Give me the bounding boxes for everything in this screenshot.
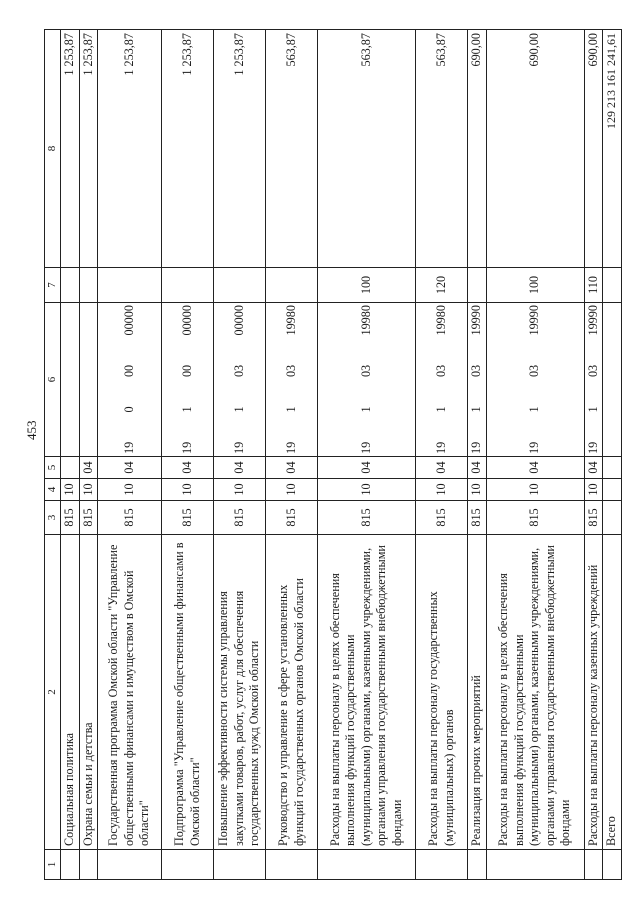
section-cell: 10 xyxy=(486,479,584,501)
table-row xyxy=(79,30,98,880)
description-cell: Расходы на выплаты персоналу в целях обеспечения выполнения функций государственными (муниципальными) органами, казенными учреждениями, органами управления государственными внебюджетными фондами xyxy=(318,535,416,850)
target-article-cell xyxy=(486,303,584,457)
target-article-code xyxy=(180,305,196,454)
expense-type-cell xyxy=(468,268,487,303)
ministry-code-cell: 815 xyxy=(79,501,98,535)
row-number-cell xyxy=(318,850,416,880)
ministry-code-cell: 815 xyxy=(162,501,214,535)
code-part: 03 xyxy=(469,364,483,378)
section-cell: 10 xyxy=(584,479,603,501)
section-cell: 10 xyxy=(98,479,162,501)
expense-type-cell: 100 xyxy=(486,268,584,303)
target-article-code xyxy=(434,305,450,454)
subsection-cell: 04 xyxy=(266,457,318,479)
amount-cell: 1 253,87 xyxy=(98,30,162,268)
code-part: 03 xyxy=(433,364,448,378)
empty-cell xyxy=(603,479,622,501)
subsection-cell: 04 xyxy=(468,457,487,479)
code-part: 1 xyxy=(433,406,448,413)
amount-cell: 690,00 xyxy=(584,30,603,268)
amount-cell: 1 253,87 xyxy=(79,30,98,268)
amount-cell: 563,87 xyxy=(318,30,416,268)
code-part: 1 xyxy=(358,406,373,413)
code-part: 19 xyxy=(231,441,246,454)
code-part: 19 xyxy=(179,441,194,454)
expense-type-cell xyxy=(98,268,162,303)
code-part: 19980 xyxy=(283,305,298,336)
subsection-cell: 04 xyxy=(486,457,584,479)
row-number-cell xyxy=(416,850,468,880)
description-cell: Расходы на выплаты персоналу государственных (муниципальных) органов xyxy=(416,535,468,850)
target-article-code xyxy=(284,305,300,454)
row-number-cell xyxy=(98,850,162,880)
ministry-code-cell: 815 xyxy=(98,501,162,535)
section-cell: 10 xyxy=(266,479,318,501)
target-article-code xyxy=(527,305,543,454)
description-cell: Расходы на выплаты персоналу казенных учреждений xyxy=(584,535,603,850)
target-article-cell xyxy=(266,303,318,457)
code-part: 00000 xyxy=(231,305,246,336)
ministry-code-cell: 815 xyxy=(318,501,416,535)
ministry-code-cell: 815 xyxy=(416,501,468,535)
row-number-cell xyxy=(61,850,80,880)
target-article-cell xyxy=(162,303,214,457)
section-cell: 10 xyxy=(61,479,80,501)
table-row xyxy=(318,30,416,880)
row-number-cell xyxy=(486,850,584,880)
code-part: 1 xyxy=(469,406,483,413)
row-number-cell xyxy=(468,850,487,880)
code-part: 19980 xyxy=(358,305,373,336)
code-part: 19 xyxy=(121,441,136,454)
empty-cell xyxy=(603,268,622,303)
code-part: 19980 xyxy=(433,305,448,336)
subsection-cell: 04 xyxy=(79,457,98,479)
column-number: 5 xyxy=(45,457,61,479)
code-part: 03 xyxy=(358,364,373,378)
ministry-code-cell: 815 xyxy=(61,501,80,535)
row-number-cell xyxy=(214,850,266,880)
row-number-cell xyxy=(79,850,98,880)
target-article-code xyxy=(586,305,602,454)
ministry-code-cell: 815 xyxy=(468,501,487,535)
target-article-code xyxy=(232,305,248,454)
section-cell: 10 xyxy=(416,479,468,501)
table-row xyxy=(584,30,603,880)
code-part: 03 xyxy=(585,364,600,378)
target-article-cell xyxy=(98,303,162,457)
table-row xyxy=(486,30,584,880)
amount-cell: 690,00 xyxy=(468,30,487,268)
amount-cell: 1 253,87 xyxy=(61,30,80,268)
expense-type-cell: 100 xyxy=(318,268,416,303)
expense-type-cell: 110 xyxy=(584,268,603,303)
empty-cell xyxy=(603,457,622,479)
column-number: 7 xyxy=(45,268,61,303)
expense-type-cell xyxy=(266,268,318,303)
code-part: 19990 xyxy=(527,305,542,336)
section-cell: 10 xyxy=(79,479,98,501)
row-number-cell xyxy=(162,850,214,880)
code-part: 19990 xyxy=(585,305,600,336)
description-cell: Расходы на выплаты персоналу в целях обеспечения выполнения функций государственными (муниципальными) органами, казенными учреждениями, органами управления государственными внебюджетными фондами xyxy=(486,535,584,850)
code-part: 00 xyxy=(179,364,194,378)
target-article-code xyxy=(469,305,485,454)
table-row xyxy=(416,30,468,880)
target-article-cell xyxy=(61,303,80,457)
description-cell: Социальная политика xyxy=(61,535,80,850)
code-part: 0 xyxy=(121,406,136,413)
table-row xyxy=(468,30,487,880)
description-cell: Повышение эффективности системы управления закупками товаров, работ, услуг для обеспечения государственных нужд Омской области xyxy=(214,535,266,850)
section-cell: 10 xyxy=(162,479,214,501)
table-row xyxy=(61,30,80,880)
target-article-cell xyxy=(416,303,468,457)
code-part: 1 xyxy=(231,406,246,413)
code-part: 00000 xyxy=(179,305,194,336)
subsection-cell: 04 xyxy=(584,457,603,479)
empty-cell xyxy=(603,303,622,457)
total-label: Всего xyxy=(603,535,622,850)
subsection-cell: 04 xyxy=(214,457,266,479)
empty-cell xyxy=(603,501,622,535)
table-row xyxy=(162,30,214,880)
column-number: 8 xyxy=(45,30,61,268)
column-number: 1 xyxy=(45,850,61,880)
table-row xyxy=(98,30,162,880)
row-number-cell xyxy=(584,850,603,880)
code-part: 1 xyxy=(179,406,194,413)
expense-type-cell xyxy=(214,268,266,303)
expense-type-cell: 120 xyxy=(416,268,468,303)
ministry-code-cell: 815 xyxy=(214,501,266,535)
expense-type-cell xyxy=(61,268,80,303)
code-part: 03 xyxy=(231,364,246,378)
target-article-cell xyxy=(79,303,98,457)
code-part: 1 xyxy=(283,406,298,413)
code-part: 19 xyxy=(527,441,542,454)
row-number-cell xyxy=(603,850,622,880)
code-part: 19990 xyxy=(469,305,483,336)
description-cell: Руководство и управление в сфере установленных функций государственных органов Омской области xyxy=(266,535,318,850)
table-row xyxy=(266,30,318,880)
subsection-cell: 04 xyxy=(416,457,468,479)
target-article-cell xyxy=(468,303,487,457)
code-part: 1 xyxy=(527,406,542,413)
column-number: 2 xyxy=(45,535,61,850)
description-cell: Подпрограмма "Управление общественными финансами в Омской области" xyxy=(162,535,214,850)
amount-cell: 690,00 xyxy=(486,30,584,268)
ministry-code-cell: 815 xyxy=(266,501,318,535)
description-cell: Реализация прочих мероприятий xyxy=(468,535,487,850)
ministry-code-cell: 815 xyxy=(486,501,584,535)
expense-type-cell xyxy=(162,268,214,303)
code-part: 00000 xyxy=(121,305,136,336)
code-part: 19 xyxy=(469,441,483,454)
budget-table xyxy=(44,29,622,880)
amount-cell: 563,87 xyxy=(266,30,318,268)
table-row xyxy=(214,30,266,880)
table-body xyxy=(45,30,622,880)
target-article-cell xyxy=(214,303,266,457)
column-number: 6 xyxy=(45,303,61,457)
code-part: 03 xyxy=(283,364,298,378)
target-article-code xyxy=(122,305,138,454)
amount-cell: 1 253,87 xyxy=(162,30,214,268)
target-article-cell xyxy=(584,303,603,457)
total-row xyxy=(603,30,622,880)
column-number: 3 xyxy=(45,501,61,535)
budget-table-container xyxy=(44,30,618,880)
code-part: 19 xyxy=(585,441,600,454)
section-cell: 10 xyxy=(214,479,266,501)
expense-type-cell xyxy=(79,268,98,303)
subsection-cell: 04 xyxy=(98,457,162,479)
code-part: 19 xyxy=(433,441,448,454)
code-part: 1 xyxy=(585,406,600,413)
subsection-cell xyxy=(61,457,80,479)
code-part: 03 xyxy=(527,364,542,378)
column-number-row xyxy=(45,30,61,880)
target-article-code xyxy=(359,305,375,454)
target-article-cell xyxy=(318,303,416,457)
column-number: 4 xyxy=(45,479,61,501)
amount-cell: 1 253,87 xyxy=(214,30,266,268)
subsection-cell: 04 xyxy=(162,457,214,479)
description-cell: Государственная программа Омской области "Управление общественными финансами и имуществом в Омской области" xyxy=(98,535,162,850)
amount-cell: 563,87 xyxy=(416,30,468,268)
code-part: 00 xyxy=(121,364,136,378)
section-cell: 10 xyxy=(318,479,416,501)
code-part: 19 xyxy=(283,441,298,454)
ministry-code-cell: 815 xyxy=(584,501,603,535)
total-amount: 129 213 161 241,61 xyxy=(603,30,622,268)
description-cell: Охрана семьи и детства xyxy=(79,535,98,850)
row-number-cell xyxy=(266,850,318,880)
code-part: 19 xyxy=(358,441,373,454)
section-cell: 10 xyxy=(468,479,487,501)
subsection-cell: 04 xyxy=(318,457,416,479)
page-number: 453 xyxy=(24,420,39,440)
